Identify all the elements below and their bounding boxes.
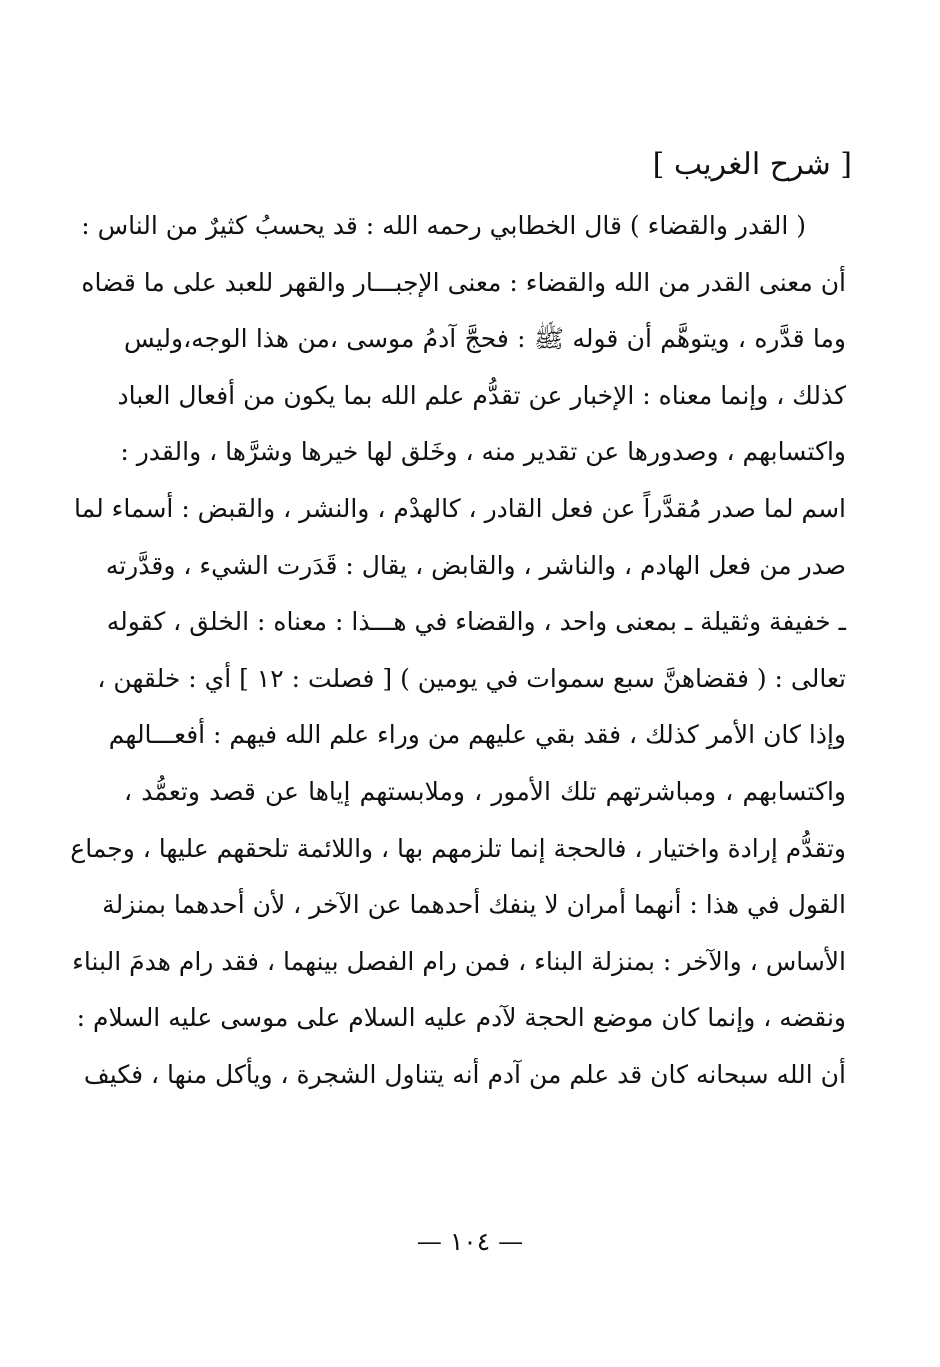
text-line: القول في هذا : أنهما أمران لا ينفك أحدهما عن الآخر ، لأن أحدهما بمنزلة	[102, 890, 846, 920]
text-line: صدر من فعل الهادم ، والناشر ، والقابض ، يقال : قَدَرت الشيء ، وقدَّرته	[105, 550, 846, 580]
text-line: واكتسابهم ، ومباشرتهم تلك الأمور ، وملابستهم إياها عن قصد وتعمُّد ،	[124, 776, 846, 806]
text-line: اسم لما صدر مُقدَّراً عن فعل القادر ، كالهدْم ، والنشر ، والقبض : أسماء لما	[74, 493, 846, 523]
text-line: أن معنى القدر من الله والقضاء : معنى الإجبـــار والقهر للعبد على ما قضاه	[81, 267, 846, 297]
text-line: واكتسابهم ، وصدورها عن تقدير منه ، وخَلق لها خيرها وشرَّها ، والقدر :	[120, 437, 846, 467]
body-text	[70, 198, 846, 1104]
page-number: — ١٠٤ —	[416, 1227, 524, 1256]
text-line: أن الله سبحانه كان قد علم من آدم أنه يتناول الشجرة ، ويأكل منها ، فكيف	[83, 1059, 846, 1089]
text-line: ونقضه ، وإنما كان موضع الحجة لآدم عليه السلام على موسى عليه السلام :	[76, 1003, 846, 1033]
text-line: الأساس ، والآخر : بمنزلة البناء ، فمن رام الفصل بينهما ، فقد رام هدمَ البناء	[72, 946, 846, 976]
text-line: وما قدَّره ، ويتوهَّم أن قوله ﷺ : فحجَّ آدمُ موسى ،من هذا الوجه،وليس	[124, 324, 846, 354]
text-line: ـ خفيفة وثقيلة ـ بمعنى واحد ، والقضاء في هـــذا : معناه : الخلق ، كقوله	[106, 607, 846, 637]
section-heading: [ شرح الغريب ]	[652, 147, 852, 182]
text-line: ( القدر والقضاء ) قال الخطابي رحمه الله : قد يحسبُ كثيرٌ من الناس :	[81, 211, 806, 240]
text-line: تعالى : ( فقضاهنَّ سبع سموات في يومين ) [ فصلت : ١٢ ] أي : خلقهن ،	[97, 663, 846, 693]
text-line: كذلك ، وإنما معناه : الإخبار عن تقدُّم علم الله بما يكون من أفعال العباد	[117, 380, 846, 410]
text-line: وتقدُّم إرادة واختيار ، فالحجة إنما تلزمهم بها ، واللائمة تلحقهم عليها ، وجماع	[70, 833, 846, 863]
text-line: وإذا كان الأمر كذلك ، فقد بقي عليهم من وراء علم الله فيهم : أفعـــالهم	[108, 720, 846, 750]
